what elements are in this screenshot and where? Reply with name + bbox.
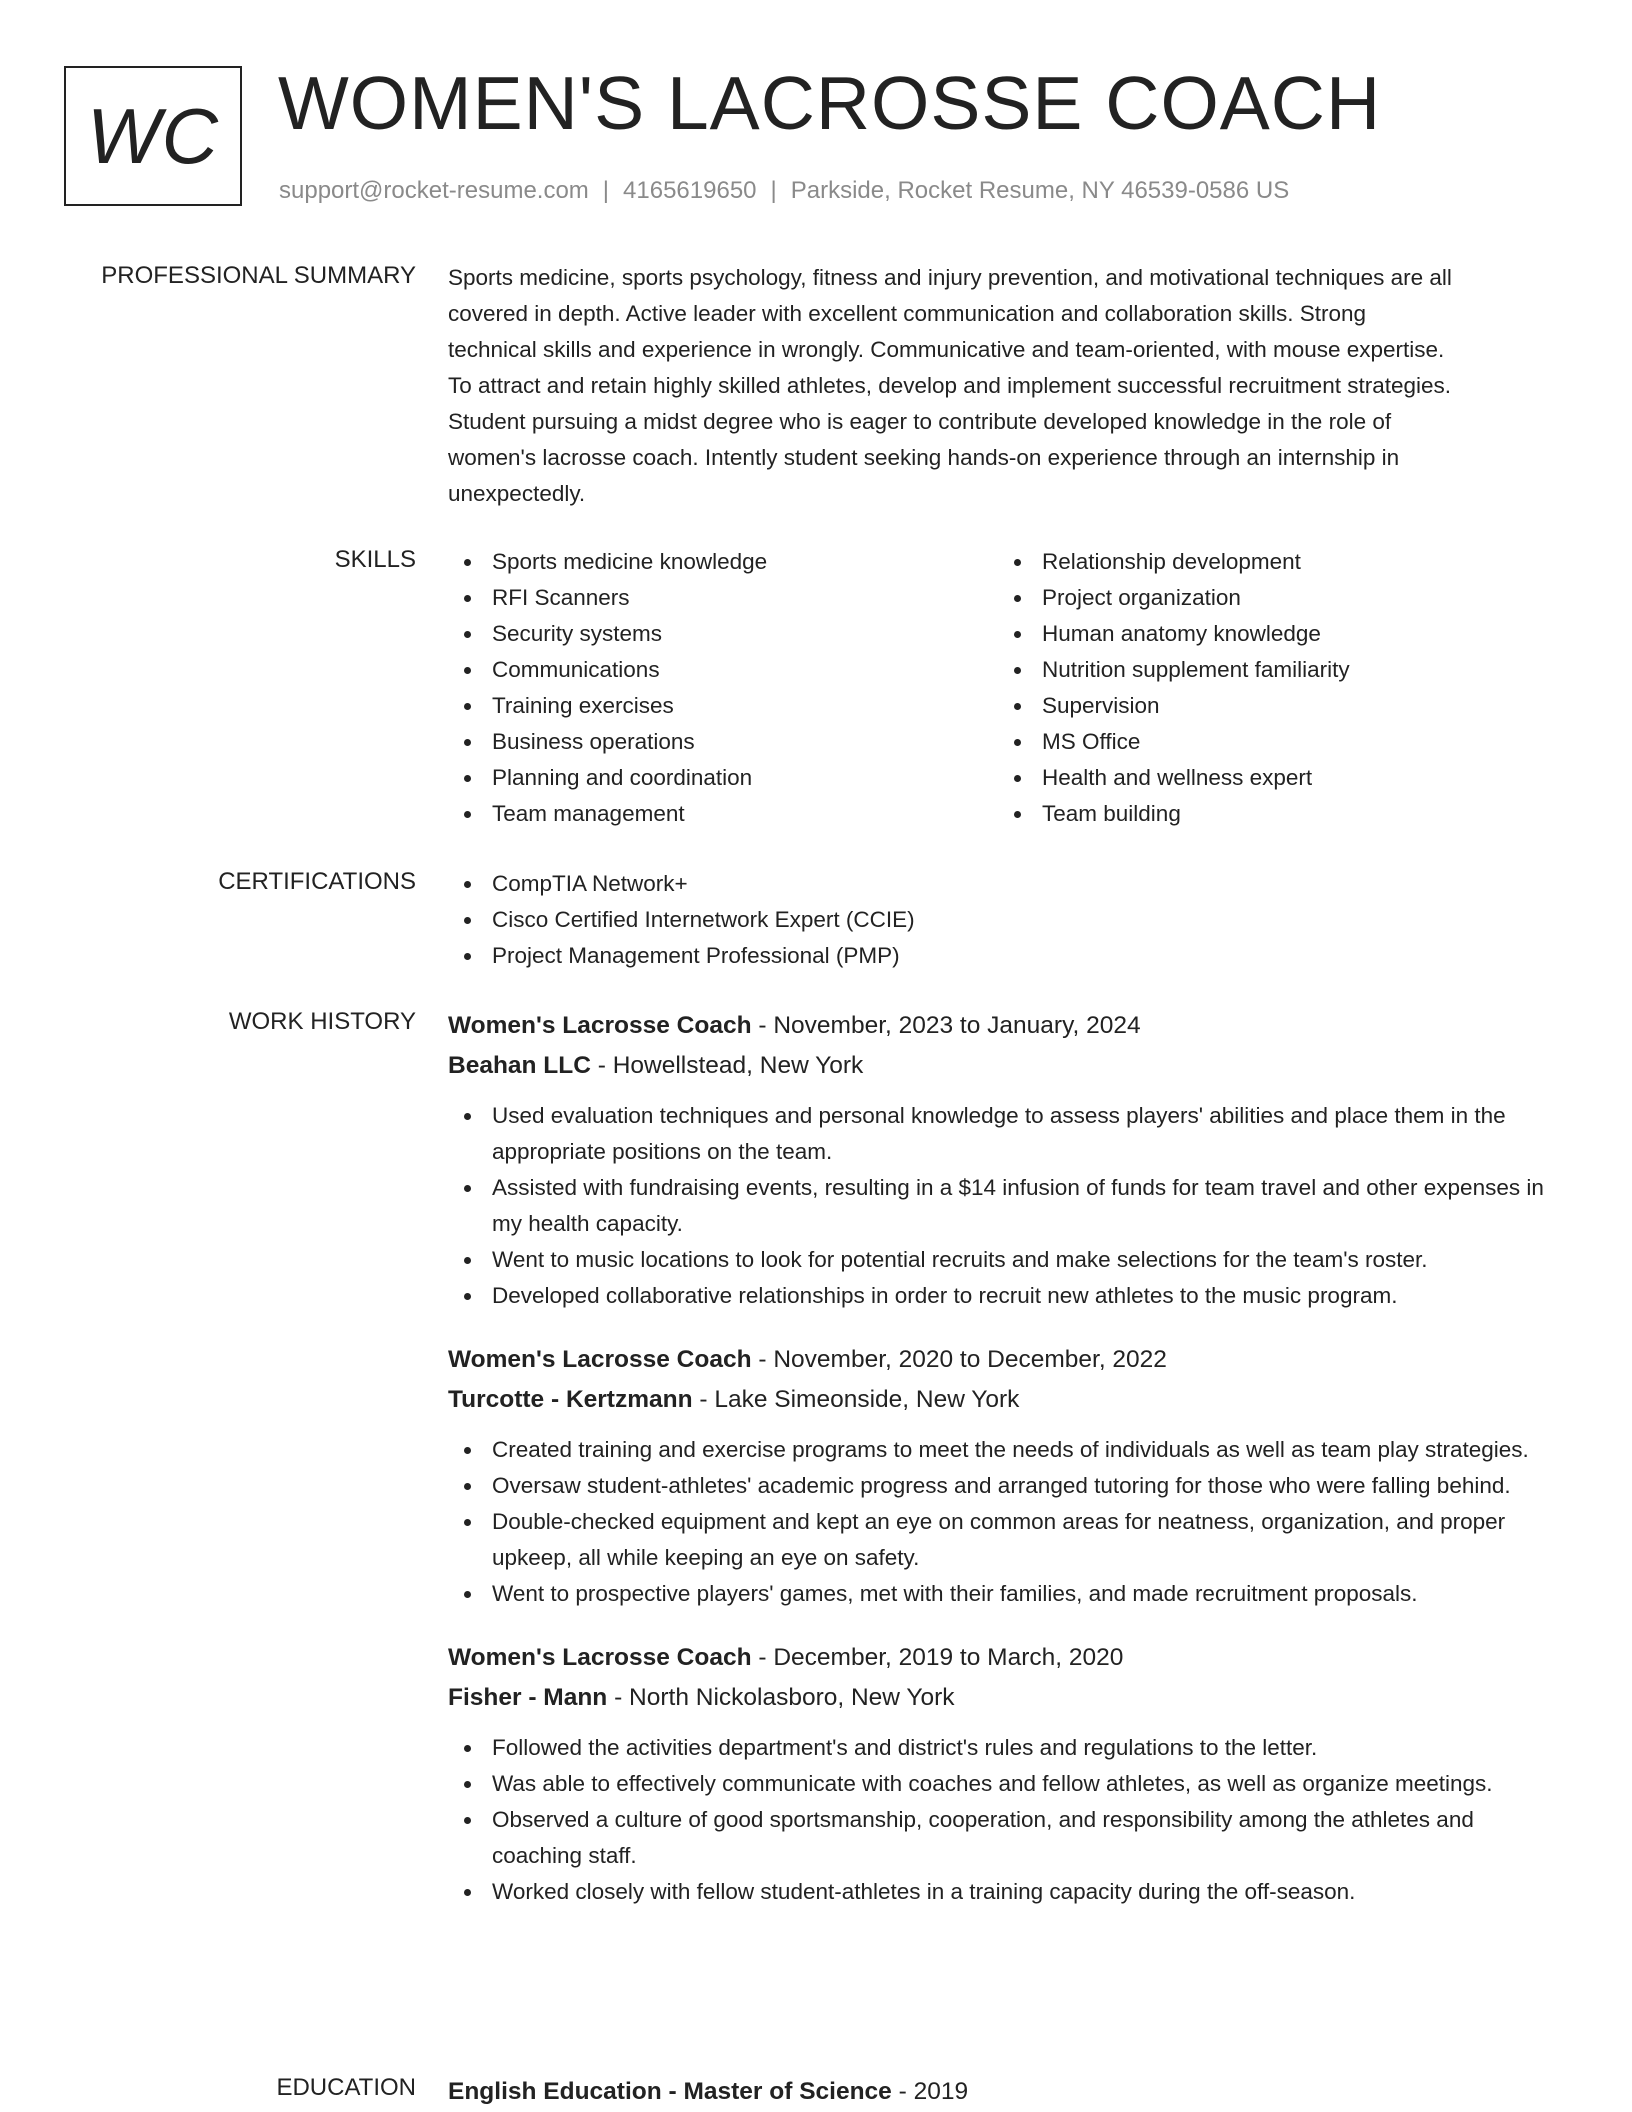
job-title: Women's Lacrosse Coach [448,1644,752,1671]
job-bullet: Worked closely with fellow student-athletes in a training capacity during the off-season. [448,1874,1568,1910]
section-label-education: EDUCATION [276,2074,416,2101]
skill-item: Training exercises [448,688,988,724]
job-entry [448,1340,1568,1612]
section-label-certifications: CERTIFICATIONS [218,868,416,895]
job-company: Beahan LLC [448,1052,591,1079]
work-history-content [448,1006,1568,1910]
contact-separator: | [602,177,610,204]
summary-line: Student pursuing a midst degree who is eager to contribute developed knowledge in the role of [448,409,1392,434]
summary-line: technical skills and experience in wrongly. Communicative and team-oriented, with mouse expertise. [448,337,1445,362]
summary-line: women's lacrosse coach. Intently student seeking hands-on experience through an internship in [448,445,1400,470]
job-bullet: Double-checked equipment and kept an eye on common areas for neatness, organization, and proper upkeep, all while keeping an eye on safety. [448,1504,1568,1576]
job-location: - Lake Simeonside, New York [692,1386,1020,1413]
page-title: WOMEN'S LACROSSE COACH [278,61,1382,145]
job-bullet: Went to music locations to look for potential recruits and make selections for the team's roster. [448,1242,1568,1278]
summary-line: covered in depth. Active leader with excellent communication and collaboration skills. Strong [448,301,1366,326]
skill-item: Supervision [998,688,1538,724]
skills-list-right [998,544,1538,832]
certifications-list [448,866,1568,974]
certifications-content [448,866,1568,974]
summary-text [448,260,1568,512]
skill-item: MS Office [998,724,1538,760]
job-dates: - November, 2020 to December, 2022 [751,1346,1167,1373]
skill-item: Project organization [998,580,1538,616]
summary-line: To attract and retain highly skilled athletes, develop and implement successful recruitment strategies. [448,373,1452,398]
job-bullet: Developed collaborative relationships in order to recruit new athletes to the music program. [448,1278,1568,1314]
certification-item: Cisco Certified Internetwork Expert (CCIE) [448,902,1568,938]
contact-email[interactable]: support@rocket-resume.com [279,177,589,204]
job-bullet: Was able to effectively communicate with coaches and fellow athletes, as well as organize meetings. [448,1766,1568,1802]
job-entry [448,1638,1568,1910]
job-bullet: Oversaw student-athletes' academic progress and arranged tutoring for those who were falling behind. [448,1468,1568,1504]
contact-line [279,176,1289,206]
skill-item: Business operations [448,724,988,760]
skill-item: Health and wellness expert [998,760,1538,796]
skill-item: RFI Scanners [448,580,988,616]
skill-item: Relationship development [998,544,1538,580]
skill-item: Sports medicine knowledge [448,544,988,580]
education-degree: English Education - Master of Science [448,2078,892,2105]
job-title-line [448,1006,1568,1046]
job-bullet: Followed the activities department's and district's rules and regulations to the letter. [448,1730,1568,1766]
skill-item: Security systems [448,616,988,652]
job-company: Turcotte - Kertzmann [448,1386,693,1413]
education-content [448,2072,1568,2112]
skill-item: Communications [448,652,988,688]
section-label-summary: PROFESSIONAL SUMMARY [101,262,416,289]
job-location: - Howellstead, New York [590,1052,864,1079]
job-company: Fisher - Mann [448,1684,608,1711]
job-title: Women's Lacrosse Coach [448,1346,752,1373]
contact-address: Parkside, Rocket Resume, NY 46539-0586 US [790,177,1290,204]
skill-item: Team management [448,796,988,832]
job-dates: - November, 2023 to January, 2024 [751,1012,1141,1039]
skill-item: Planning and coordination [448,760,988,796]
job-company-line [448,1046,1568,1086]
skill-item: Nutrition supplement familiarity [998,652,1538,688]
certification-item: Project Management Professional (PMP) [448,938,1568,974]
job-bullet: Used evaluation techniques and personal knowledge to assess players' abilities and place them in the appropriate positions on the team. [448,1098,1568,1170]
education-year: - 2019 [891,2078,969,2105]
contact-separator: | [770,177,777,204]
education-line [448,2072,1568,2112]
job-bullet: Assisted with fundraising events, resulting in a $14 infusion of funds for team travel and other expenses in my health capacity. [448,1170,1568,1242]
job-bullets [448,1432,1568,1612]
job-company-line [448,1678,1568,1718]
job-title-line [448,1340,1568,1380]
skill-item: Team building [998,796,1538,832]
job-bullet: Observed a culture of good sportsmanship, cooperation, and responsibility among the athletes and coaching staff. [448,1802,1568,1874]
monogram-logo: WC [64,66,242,206]
job-bullets [448,1098,1568,1314]
job-location: - North Nickolasboro, New York [607,1684,955,1711]
job-company-line [448,1380,1568,1420]
skills-list-left [448,544,988,832]
skill-item: Human anatomy knowledge [998,616,1538,652]
contact-phone[interactable]: 4165619650 [623,177,757,204]
job-bullets [448,1730,1568,1910]
job-title-line [448,1638,1568,1678]
certification-item: CompTIA Network+ [448,866,1568,902]
job-bullet: Created training and exercise programs to meet the needs of individuals as well as team play strategies. [448,1432,1568,1468]
summary-line: unexpectedly. [448,481,586,506]
summary-line: Sports medicine, sports psychology, fitness and injury prevention, and motivational techniques are all [448,265,1452,290]
section-label-work-history: WORK HISTORY [228,1008,416,1035]
section-label-skills: SKILLS [334,546,416,573]
job-dates: - December, 2019 to March, 2020 [751,1644,1124,1671]
job-title: Women's Lacrosse Coach [448,1012,752,1039]
job-bullet: Went to prospective players' games, met with their families, and made recruitment proposals. [448,1576,1568,1612]
job-entry [448,1006,1568,1314]
